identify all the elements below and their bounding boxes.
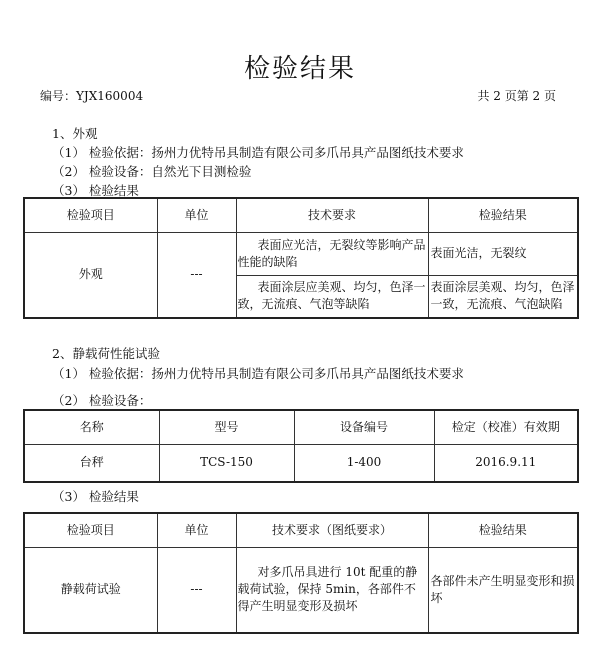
table-header-row [24,198,578,232]
header-cell: 检验结果 [428,513,578,547]
unit-cell: --- [157,232,236,318]
equipment-number-cell: 1-400 [294,444,434,482]
section1-basis: （1） 检验依据：扬州力优特吊具制造有限公司多爪吊具产品图纸技术要求 [52,145,464,160]
requirement-cell: 表面涂层应美观、均匀，色泽一致，无流痕、气泡等缺陷 [236,275,428,318]
result-cell: 表面涂层美观、均匀，色泽一致，无流痕、气泡缺陷 [428,275,578,318]
header-cell: 技术要求（图纸要求） [236,513,428,547]
page-title: 检验结果 [243,54,356,84]
table-header-row [24,513,578,547]
inspection-item-cell: 静载荷试验 [24,547,157,633]
requirement-cell: 对多爪吊具进行 10t 配重的静载荷试验，保持 5min，各部件不得产生明显变形及损坏 [236,547,428,633]
appearance-result-table [23,197,579,319]
header-cell: 设备编号 [294,410,434,444]
section2-equipment-label: （2） 检验设备： [52,393,152,408]
section2-heading: 2、静载荷性能试验 [52,346,160,361]
requirement-cell: 表面应光洁，无裂纹等影响产品性能的缺陷 [236,232,428,275]
section1-equipment: （2） 检验设备：自然光下目测检验 [52,164,252,179]
section2-basis: （1） 检验依据：扬州力优特吊具制造有限公司多爪吊具产品图纸技术要求 [52,366,464,381]
header-cell: 检验结果 [428,198,578,232]
header-cell: 技术要求 [236,198,428,232]
table-row [24,547,578,633]
header-cell: 检验项目 [24,513,157,547]
header-cell: 单位 [157,198,236,232]
equipment-name-cell: 台秤 [24,444,159,482]
table-row [24,232,578,275]
header-cell: 单位 [157,513,236,547]
equipment-table [23,409,579,483]
result-cell: 表面光洁，无裂纹 [428,232,578,275]
section1-result-label: （3） 检验结果 [52,183,139,198]
inspection-item-cell: 外观 [24,232,157,318]
header-cell: 型号 [159,410,294,444]
section2-result-label: （3） 检验结果 [52,489,139,504]
unit-cell: --- [157,547,236,633]
table-row [24,444,578,482]
table-header-row [24,410,578,444]
equipment-model-cell: TCS-150 [159,444,294,482]
page-count: 共 2 页第 2 页 [477,89,556,103]
header-cell: 名称 [24,410,159,444]
static-load-result-table [23,512,579,634]
report-serial-number: 编号：YJX160004 [40,89,144,103]
section1-heading: 1、外观 [52,126,98,141]
result-cell: 各部件未产生明显变形和损坏 [428,547,578,633]
header-cell: 检定（校准）有效期 [434,410,578,444]
header-cell: 检验项目 [24,198,157,232]
calibration-date-cell: 2016.9.11 [434,444,578,482]
